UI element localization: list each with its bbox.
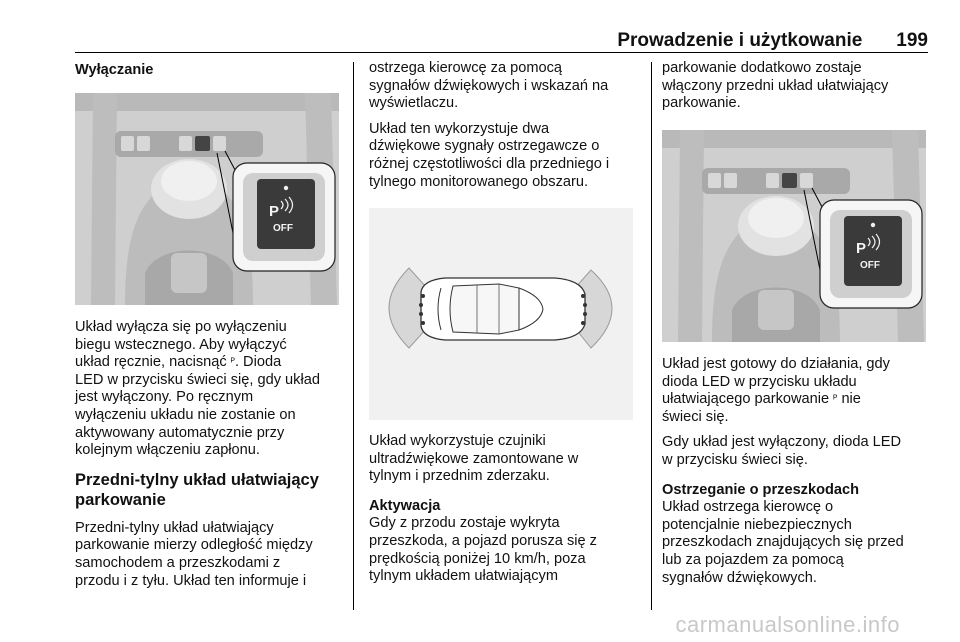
chapter-title: Prowadzenie i użytkowanie [617,30,863,51]
park-assist-icon: ᴾ [833,394,838,406]
button-label-off: OFF [860,260,880,271]
paragraph-ready: Układ jest gotowy do działania, gdy dioda LED w przycisku układu ułatwiającego parkowanie ᴾ nie świeci się. [662,356,890,425]
column-middle [369,60,644,199]
subheading-obstacle-warning: Ostrzeganie o przeszkodach [662,481,860,498]
column-right-text [662,356,928,595]
column-middle-text [369,433,644,594]
paragraph-front-rear-intro: Przedni-tylny układ ułatwiający parkowanie mierzy odległość między samochodem a przeszkodami z przodu i z tyłu. Układ ten informuje i [75,519,313,589]
led-indicator [871,223,875,227]
paragraph-disable-info: Układ wyłącza się po wyłączeniu biegu wstecznego. Aby wyłączyć układ ręcznie, nacisnąć ᴾ. Dioda LED w przycisku świeci się, gdy układ jest wyłączony. Po ręcznym wyłączeniu układu nie zostanie on aktywowany automatycznie przy kolejnym włączeniu zapłonu. [75,319,320,459]
rear-sensor [419,312,423,316]
section-heading-disable: Wyłączanie [75,62,154,78]
front-sensor [581,321,585,325]
button-label-p: P [856,240,867,257]
front-sensor [581,294,585,298]
console-button-illustration [75,93,339,305]
rear-sensor [421,321,425,325]
button-label-p: P [269,203,280,220]
section-heading-front-rear: Przedni-tylny układ ułatwiający parkowanie [75,470,319,509]
paragraph-off-led: Gdy układ jest wyłączony, dioda LED w przycisku świeci się. [662,434,902,468]
header-rule [75,52,928,53]
front-sensor [583,312,587,316]
rear-sensor [421,294,425,298]
paragraph-obstacle-warning: Układ ostrzega kierowcę o potencjalnie niebezpiecznych przeszkodach znajdujących się przed lub za pojazdem za pomocą sygnałów dźwiękowych. [662,499,904,586]
column-divider [651,62,652,610]
paragraph-sensors: Układ wykorzystuje czujniki ultradźwiękowe zamontowane w tylnym i przednim zderzaku. [369,433,579,485]
button-label-off: OFF [273,223,293,234]
column-left [75,60,345,80]
subheading-activation: Aktywacja [369,497,441,514]
paragraph-activation: Gdy z przodu zostaje wykryta przeszkoda, a pojazd porusza się z prędkością poniżej 10 km/h, poza tylnym układem ułatwiającym [369,515,597,585]
column-left-text [75,319,351,598]
paragraph-warns-driver: ostrzega kierowcę za pomocą sygnałów dźwiękowych i wskazań na wyświetlaczu. [369,60,609,112]
paragraph-front-activated: parkowanie dodatkowo zostaje włączony przedni układ ułatwiający parkowanie. [662,60,889,112]
column-divider [353,62,354,610]
console-button-illustration-2 [662,130,926,342]
led-indicator [284,186,288,190]
page-number: 199 [896,30,928,51]
rear-sensor [419,303,423,307]
park-assist-icon: ᴾ [230,357,235,369]
watermark: carmanualsonline.info [675,612,900,637]
sensor-zones-illustration [369,208,633,420]
column-right [662,60,928,121]
page-header [75,30,928,52]
paragraph-two-signals: Układ ten wykorzystuje dwa dźwiękowe sygnały ostrzegawcze o różnej częstotliwości dla przedniego i tylnego monitorowanego obszaru. [369,120,610,190]
front-sensor [583,303,587,307]
